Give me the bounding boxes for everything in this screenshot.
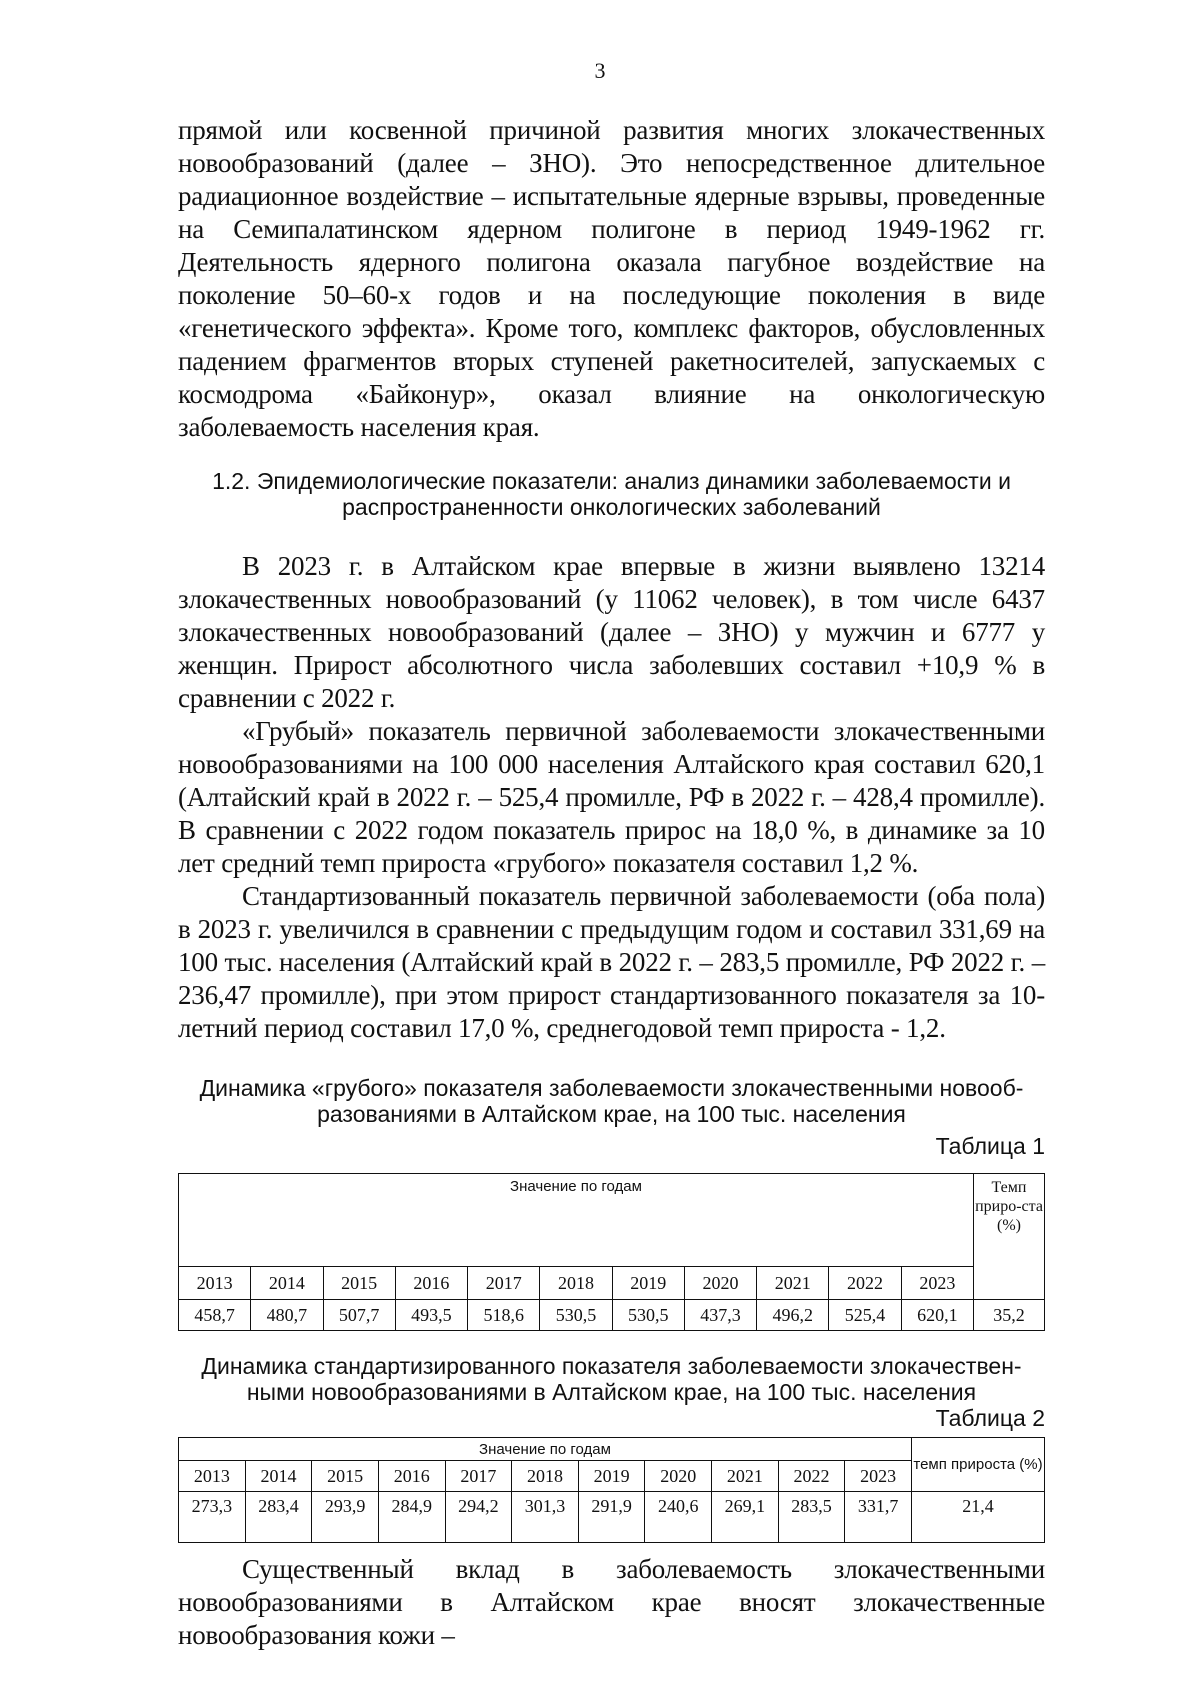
table1-header-rate: Темп приро-ста (%)	[974, 1174, 1045, 1300]
table2-label: Таблица 2	[935, 1405, 1045, 1431]
table2-year-cell: 2023	[845, 1461, 912, 1492]
table1-value-cell: 507,7	[323, 1300, 395, 1331]
table2-value-cell: 284,9	[378, 1492, 445, 1543]
table1-caption-line1: Динамика «грубого» показателя заболеваемости злокачественными новооб-	[199, 1075, 1024, 1101]
table1-year-cell: 2015	[323, 1267, 395, 1300]
table1-value-cell: 493,5	[395, 1300, 467, 1331]
table1-year-cell: 2016	[395, 1267, 467, 1300]
table2-value-cell: 301,3	[512, 1492, 579, 1543]
table1-rate-value: 35,2	[974, 1300, 1045, 1331]
section-heading-line1: 1.2. Эпидемиологические показатели: анализ динамики заболеваемости и	[212, 468, 1011, 494]
paragraph-crude-rate: «Грубый» показатель первичной заболеваемости злокачественными новообразованиями на 100 000 населения Алтайского края составил 620,1 (Алтайский край в 2022 г. – 525,4 промилле, РФ в 2022 г. – 428,4 промилле). В сравнении с 2022 годом показатель прирос на 18,0 %, в динамике за 10 лет средний темп прироста «грубого» показателя составил 1,2 %.	[178, 716, 1045, 878]
table-standardized-rate	[178, 1437, 1045, 1543]
table1-value-cell: 525,4	[829, 1300, 901, 1331]
table1-value-cell: 518,6	[468, 1300, 540, 1331]
table2-year-cell: 2014	[245, 1461, 312, 1492]
table1-value-cell: 496,2	[757, 1300, 829, 1331]
table1-year-cell: 2014	[251, 1267, 323, 1300]
table1-label: Таблица 1	[935, 1133, 1045, 1159]
document-body	[178, 114, 1045, 1652]
table1-year-cell: 2019	[612, 1267, 684, 1300]
table1-year-cell: 2021	[757, 1267, 829, 1300]
table1-year-cell: 2022	[829, 1267, 901, 1300]
table2-header-years: Значение по годам	[179, 1438, 912, 1461]
table2-rate-value: 21,4	[912, 1492, 1045, 1543]
table1-caption-line2: разованиями в Алтайском крае, на 100 тыс. населения	[317, 1101, 906, 1127]
table2-value-cell: 293,9	[312, 1492, 379, 1543]
table2-value-cell: 291,9	[578, 1492, 645, 1543]
table1-value-cell: 620,1	[901, 1300, 973, 1331]
table2-year-cell: 2017	[445, 1461, 512, 1492]
table2-value-cell: 331,7	[845, 1492, 912, 1543]
table1-value-cell: 437,3	[684, 1300, 756, 1331]
table1-value-cell: 480,7	[251, 1300, 323, 1331]
table1-year-cell: 2017	[468, 1267, 540, 1300]
paragraph-skin-cancer-contribution: Существенный вклад в заболеваемость злокачественными новообразованиями в Алтайском крае вносят злокачественные новообразования кожи –	[178, 1554, 1045, 1650]
table1-year-cell: 2018	[540, 1267, 612, 1300]
table2-year-cell: 2016	[378, 1461, 445, 1492]
intro-paragraph: прямой или косвенной причиной развития многих злокачественных новообразований (далее – ЗНО). Это непосредственное длительное радиационное воздействие – испытательные ядерные взрывы, проведенные на Семипалатинском ядерном полигоне в период 1949-1962 гг. Деятельность ядерного полигона оказала пагубное воздействие на поколение 50–60-х годов и на последующие поколения в виде «генетического эффекта». Кроме того, комплекс факторов, обусловленных падением фрагментов вторых ступеней ракетносителей, запускаемых с космодрома «Байконур», оказал влияние на онкологическую заболеваемость населения края.	[178, 115, 1045, 442]
table2-year-cell: 2022	[778, 1461, 845, 1492]
table2-year-cell: 2019	[578, 1461, 645, 1492]
table2-value-cell: 269,1	[712, 1492, 779, 1543]
table1-value-cell: 530,5	[540, 1300, 612, 1331]
table2-year-cell: 2013	[179, 1461, 246, 1492]
section-heading-line2: распространенности онкологических заболеваний	[342, 494, 881, 520]
paragraph-standardized-rate: Стандартизованный показатель первичной заболеваемости (оба пола) в 2023 г. увеличился в сравнении с предыдущим годом и составил 331,69 на 100 тыс. населения (Алтайский край в 2022 г. – 283,5 промилле, РФ 2022 г. – 236,47 промилле), при этом прирост стандартизованного показателя за 10-летний период составил 17,0 %, среднегодовой темп прироста - 1,2.	[178, 881, 1045, 1043]
table2-year-cell: 2015	[312, 1461, 379, 1492]
paragraph-incidence-2023: В 2023 г. в Алтайском крае впервые в жизни выявлено 13214 злокачественных новообразований (у 11062 человек), в том числе 6437 злокачественных новообразований (далее – ЗНО) у мужчин и 6777 у женщин. Прирост абсолютного числа заболевших составил +10,9 % в сравнении с 2022 г.	[178, 551, 1045, 713]
table2-value-cell: 240,6	[645, 1492, 712, 1543]
table2-year-cell: 2020	[645, 1461, 712, 1492]
table2-year-cell: 2021	[712, 1461, 779, 1492]
table2-caption-line2: ными новообразованиями в Алтайском крае, на 100 тыс. населения	[246, 1379, 977, 1405]
table-crude-rate	[178, 1173, 1045, 1331]
page-number: 3	[594, 58, 606, 83]
table2-value-cell: 273,3	[179, 1492, 246, 1543]
table1-year-cell: 2013	[179, 1267, 251, 1300]
table2-year-cell: 2018	[512, 1461, 579, 1492]
table2-value-cell: 283,4	[245, 1492, 312, 1543]
table2-value-cell: 283,5	[778, 1492, 845, 1543]
table2-header-rate: темп прироста (%)	[912, 1438, 1045, 1492]
table1-year-cell: 2023	[901, 1267, 973, 1300]
table1-year-cell: 2020	[684, 1267, 756, 1300]
table1-value-cell: 458,7	[179, 1300, 251, 1331]
table2-caption-line1: Динамика стандартизированного показателя заболеваемости злокачествен-	[201, 1353, 1022, 1379]
table1-header-years: Значение по годам	[179, 1174, 974, 1267]
table2-value-cell: 294,2	[445, 1492, 512, 1543]
table1-value-cell: 530,5	[612, 1300, 684, 1331]
